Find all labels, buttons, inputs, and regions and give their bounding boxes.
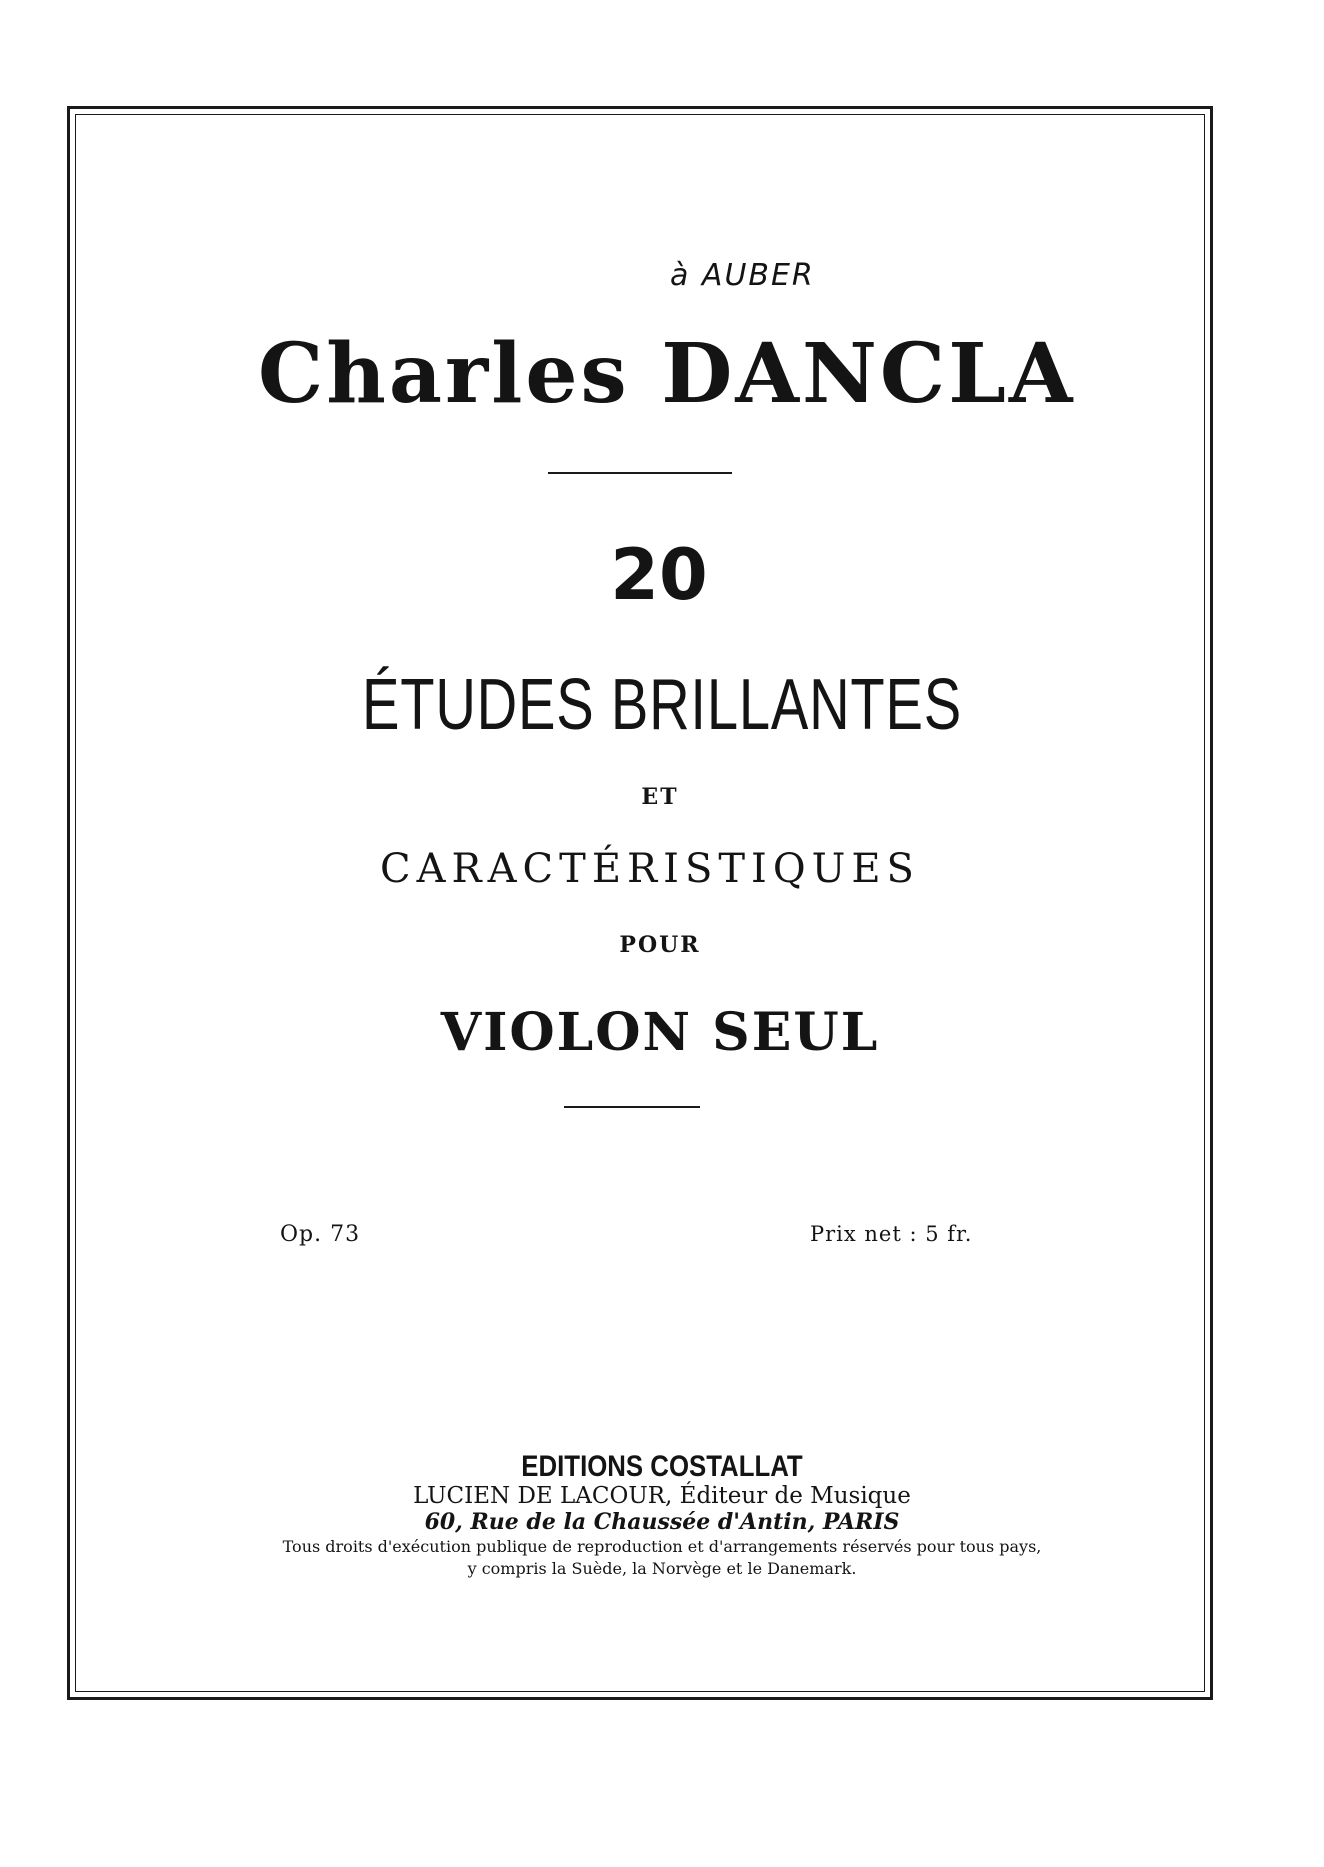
instrument: VIOLON SEUL	[440, 1002, 880, 1063]
title-conjunction: ET	[641, 784, 679, 810]
ornament-rule-top	[548, 468, 732, 478]
opus-number: Op. 73	[280, 1222, 361, 1247]
publisher-name: EDITIONS COSTALLAT	[521, 1450, 803, 1483]
title-preposition: POUR	[619, 932, 701, 958]
dedication: à AUBER	[670, 258, 815, 293]
rights-notice-line-2: y compris la Suède, la Norvège et le Danemark.	[467, 1559, 857, 1578]
rights-notice-line-1: Tous droits d'exécution publique de reproduction et d'arrangements réservés pour tous pays,	[282, 1537, 1042, 1556]
etude-count: 20	[610, 534, 708, 616]
composer-name: Charles DANCLA	[258, 326, 1076, 422]
publisher-editor: LUCIEN DE LACOUR, Éditeur de Musique	[413, 1483, 911, 1509]
work-subtitle: CARACTÉRISTIQUES	[380, 846, 920, 892]
net-price: Prix net : 5 fr.	[810, 1222, 973, 1246]
ornament-rule-bottom	[564, 1102, 700, 1112]
publisher-address: 60, Rue de la Chaussée d'Antin, PARIS	[424, 1509, 900, 1535]
work-title: ÉTUDES BRILLANTES	[362, 665, 962, 745]
